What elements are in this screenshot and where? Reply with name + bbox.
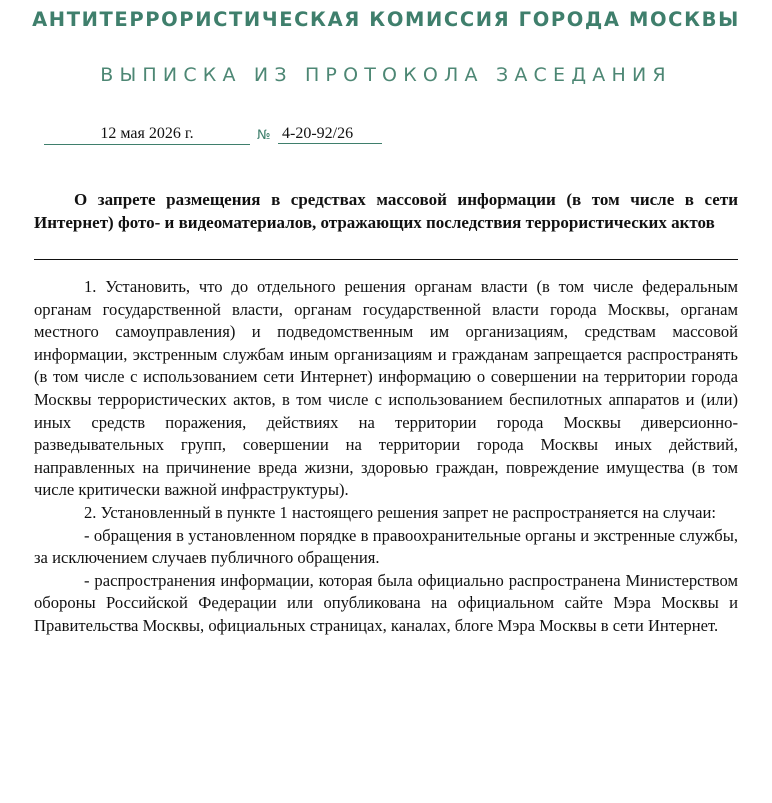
document-type-title: ВЫПИСКА ИЗ ПРОТОКОЛА ЗАСЕДАНИЯ (100, 64, 672, 86)
paragraph-1: 1. Установить, что до отдельного решения органам власти (в том числе федеральным органам государственной власти, органам государственной власти города Москвы, органам местного самоуправления) и подведомственным им организациям, средствам массовой информации, экстренным службам иным организациям и гражданам запрещается распространять (в том числе с использованием сети Интернет) информацию о совершении на территории города Москвы террористических актов, в том числе с использованием беспилотных аппаратов и (или) иных средств поражения, действиях на территории города Москвы диверсионно-разведывательных групп, совершении на территории города Москвы иных действий, направленных на причинение вреда жизни, здоровью граждан, повреждение имущества (в том числе критически важной инфраструктуры). (34, 277, 738, 500)
document-subject: О запрете размещения в средствах массовой информации (в том числе в сети Интернет) фото- и видеоматериалов, отражающих последствия террористических актов (34, 190, 738, 232)
paragraph-2-item-2: - распространения информации, которая была официально распространена Министерством обороны Российской Федерации или опубликована на официальном сайте Мэра Москвы и Правительства Москвы, официальных страницах, каналах, блоге Мэра Москвы в сети Интернет. (34, 570, 738, 635)
date-number-row (0, 124, 772, 150)
document-date: 12 мая 2026 г. (44, 124, 250, 145)
subject-underline (34, 259, 738, 260)
organization-title: АНТИТЕРРОРИСТИЧЕСКАЯ КОМИССИЯ ГОРОДА МОСКВЫ (32, 8, 740, 31)
document-number: 4-20-92/26 (278, 124, 382, 144)
paragraph-2-item-1: - обращения в установленном порядке в правоохранительные органы и экстренные службы, за исключением случаев публичного обращения. (34, 525, 738, 568)
document-body (34, 276, 738, 638)
paragraph-2: 2. Установленный в пункте 1 настоящего решения запрет не распространяется на случаи: (84, 502, 717, 522)
number-sign: № (257, 128, 271, 143)
